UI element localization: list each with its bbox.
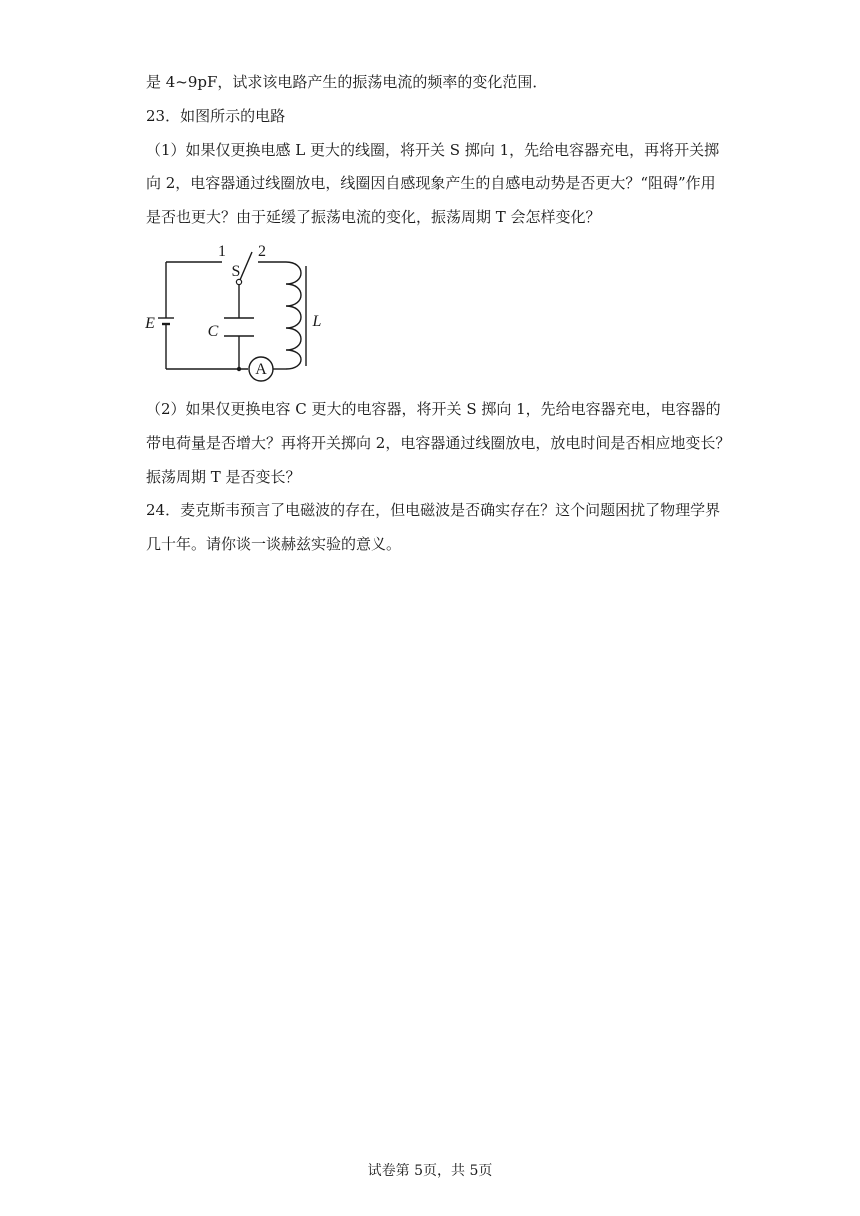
switch-label: S	[231, 263, 241, 280]
switch-contact-2-label: 2	[258, 243, 266, 260]
ammeter-label: A	[255, 361, 267, 378]
page-footer: 试卷第 5页，共 5页	[367, 1163, 493, 1179]
switch-contact-1-label: 1	[218, 243, 226, 260]
switch-pivot	[236, 279, 241, 284]
inductor-coil	[286, 262, 301, 369]
lc-circuit-diagram	[140, 238, 340, 388]
question-23-part2-line2: 带电荷量是否增大？再将开关掷向 2，电容器通过线圈放电，放电时间是否相应地变长？	[146, 434, 731, 452]
question-23-part2-line3: 振荡周期 T 是否变长？	[146, 468, 301, 486]
question-24-line1: 24．麦克斯韦预言了电磁波的存在，但电磁波是否确实存在？这个问题困扰了物理学界	[146, 501, 721, 519]
inductor-label: L	[312, 313, 322, 330]
battery-label: E	[145, 315, 155, 332]
switch-arm	[240, 252, 252, 280]
question-23-part1-line2: 向 2，电容器通过线圈放电，线圈因自感现象产生的自感电动势是否更大？“阻碍”作用	[146, 174, 716, 192]
question-23-part1-line1: （1）如果仅更换电感 L 更大的线圈，将开关 S 掷向 1，先给电容器充电，再将开关掷	[146, 141, 720, 159]
question-23-part1-line3: 是否也更大？由于延缓了振荡电流的变化，振荡周期 T 会怎样变化？	[146, 208, 601, 226]
question-23-part2-line1: （2）如果仅更换电容 C 更大的电容器，将开关 S 掷向 1，先给电容器充电，电容器的	[146, 400, 721, 418]
text-line-1: 是 4~9pF，试求该电路产生的振荡电流的频率的变化范围．	[146, 73, 548, 91]
question-24-line2: 几十年。请你谈一谈赫兹实验的意义。	[146, 535, 402, 553]
capacitor-label: C	[207, 323, 219, 340]
question-23-title: 23．如图所示的电路	[146, 107, 286, 125]
